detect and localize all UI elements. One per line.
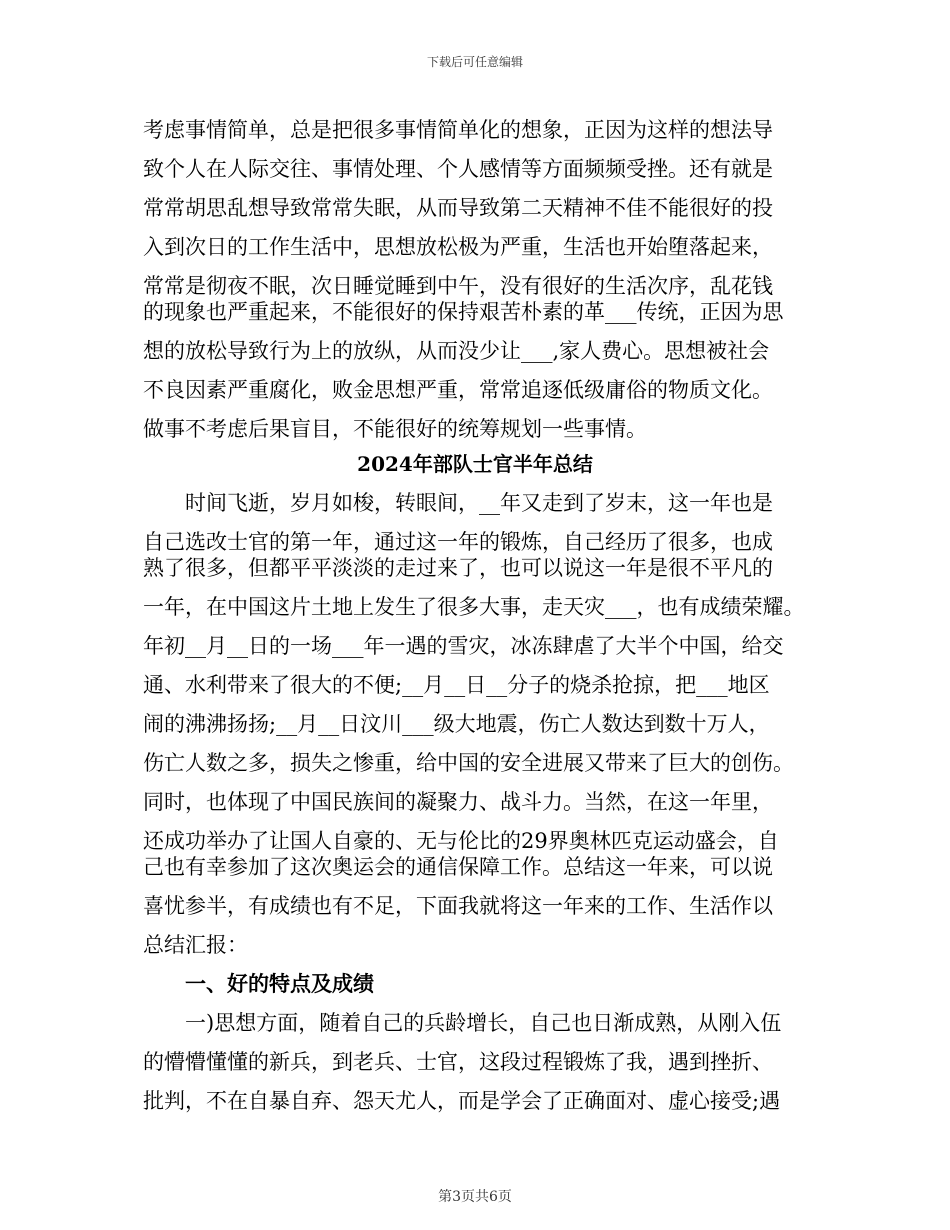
text-line: 的懵懵懂懂的新兵，到老兵、士官，这段过程锻炼了我，遇到挫折、: [143, 1050, 773, 1074]
text-line: 一)思想方面，随着自己的兵龄增长，自己也日渐成熟，从刚入伍: [185, 1011, 782, 1035]
page-footer: 第3页共6页: [438, 1189, 512, 1205]
text-line: 伤亡人数之多，损失之惨重，给中国的安全进展又带来了巨大的创伤。: [143, 751, 794, 775]
text-line: 通、水利带来了很大的不便;__月__日__分子的烧杀抢掠，把___地区: [143, 673, 770, 697]
text-line: 批判，不在自暴自弃、怨天尤人，而是学会了正确面对、虚心接受;遇: [143, 1089, 781, 1113]
text-line: 时间飞逝，岁月如梭，转眼间，__年又走到了岁末，这一年也是: [185, 491, 773, 515]
text-line: 总结汇报：: [143, 933, 248, 957]
section-heading: 一、好的特点及成绩: [185, 971, 374, 996]
text-line: 致个人在人际交往、事情处理、个人感情等方面频频受挫。还有就是: [143, 157, 773, 181]
page-header: 下载后可任意编辑: [426, 55, 523, 69]
text-line: 考虑事情简单，总是把很多事情简单化的想象，正因为这样的想法导: [143, 118, 773, 142]
text-line: 常常胡思乱想导致常常失眠，从而导致第二天精神不佳不能很好的投: [143, 196, 773, 220]
text-line: 己也有幸参加了这次奥运会的通信保障工作。总结这一年来，可以说: [143, 855, 773, 879]
text-line: 入到次日的工作生活中，思想放松极为严重，生活也开始堕落起来，: [143, 235, 773, 259]
text-line: 年初__月__日的一场___年一遇的雪灾，冰冻肆虐了大半个中国，给交: [143, 634, 784, 658]
text-line: 做事不考虑后果盲目，不能很好的统筹规划一些事情。: [143, 417, 647, 441]
text-line: 喜忧参半，有成绩也有不足，下面我就将这一年来的工作、生活作以: [143, 894, 773, 918]
text-line: 一年，在中国这片土地上发生了很多大事，走天灾___，也有成绩荣耀。: [143, 595, 805, 619]
text-line: 常常是彻夜不眠，次日睡觉睡到中午，没有很好的生活次序，乱花钱: [143, 274, 773, 298]
text-line: 不良因素严重腐化，败金思想严重，常常追逐低级庸俗的物质文化。: [143, 378, 773, 402]
text-line: 熟了很多，但都平平淡淡的走过来了，也可以说这一年是很不平凡的: [143, 556, 773, 580]
text-line: 闹的沸沸扬扬;__月__日汶川___级大地震，伤亡人数达到数十万人，: [143, 712, 770, 736]
text-line: 同时，也体现了中国民族间的凝聚力、战斗力。当然，在这一年里，: [143, 790, 773, 814]
document-title: 2024年部队士官半年总结: [357, 452, 593, 476]
text-line: 的现象也严重起来，不能很好的保持艰苦朴素的革___传统，正因为思: [143, 300, 784, 324]
text-line: 想的放松导致行为上的放纵，从而没少让___,家人费心。思想被社会: [143, 339, 770, 363]
text-line: 还成功举办了让国人自豪的、无与伦比的29界奥林匹克运动盛会，自: [143, 829, 779, 853]
text-line: 自己选改士官的第一年，通过这一年的锻炼，自己经历了很多，也成: [143, 530, 773, 554]
